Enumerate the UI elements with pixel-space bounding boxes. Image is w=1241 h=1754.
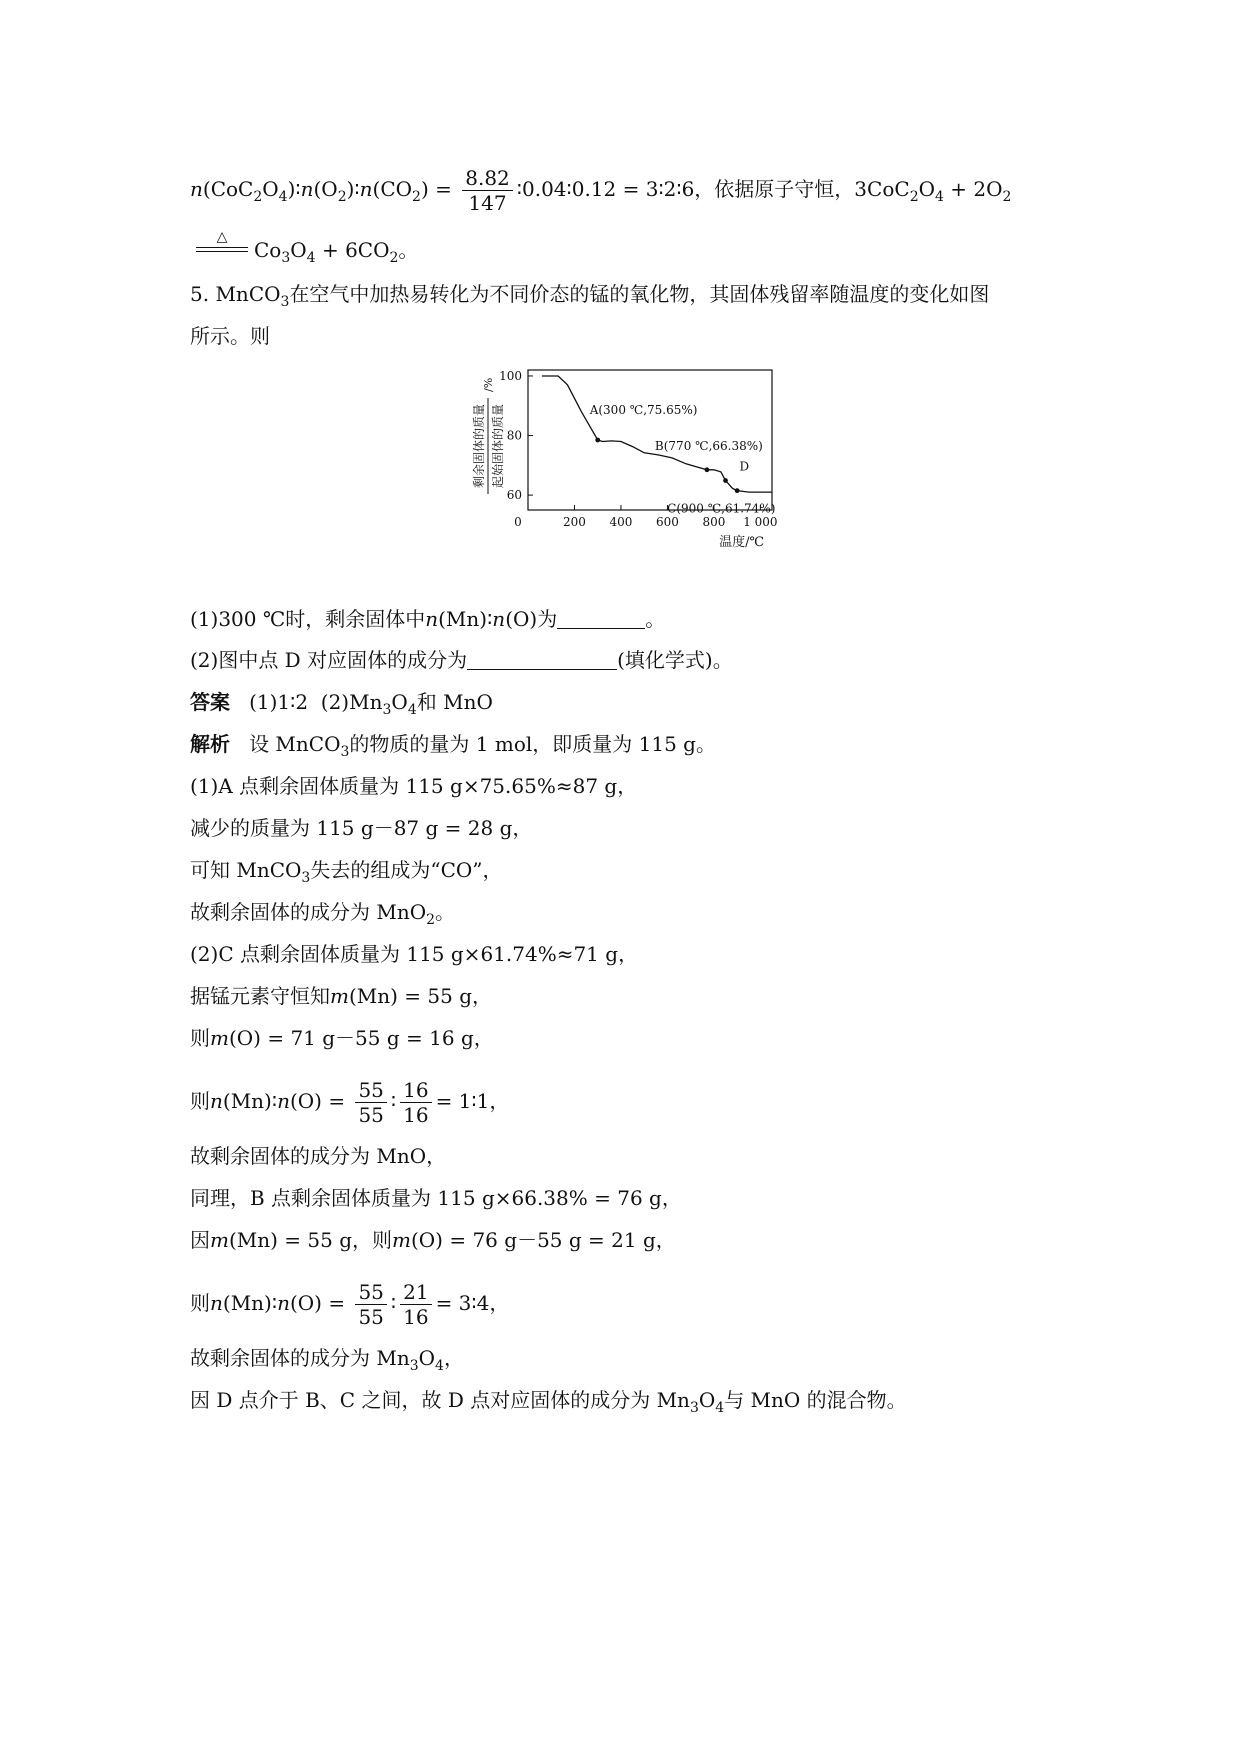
analysis-text: = 1∶1， [435,1089,510,1113]
var-n: n [492,607,506,631]
analysis-text: (O) = 71 g－55 g = 16 g， [228,1026,494,1050]
var-n: n [425,607,439,631]
analysis-text: 与 MnO 的混合物。 [724,1388,907,1412]
y-tick-label: 60 [506,488,522,503]
point-label-a: A(300 ℃,75.65%) [589,403,698,417]
question-number: 5. [190,282,210,306]
analysis-intro [190,730,716,766]
analysis-text: ， [443,1346,464,1370]
fraction-21-16 [400,1280,431,1329]
analysis-text: 设 MnCO [249,732,341,756]
analysis-text: 可知 MnCO [190,858,302,882]
stem-text: MnCO [215,282,281,306]
formula-part: + 2O [943,177,1003,201]
numerator: 16 [400,1078,431,1103]
subscript: 2 [426,912,436,928]
analysis-line-5 [190,940,638,968]
fraction-8.82-147 [462,166,513,215]
analysis-line-2 [190,814,532,842]
var-m: m [210,1026,229,1050]
subscript: 3 [340,744,350,760]
question-stem-line-2 [190,322,270,350]
var-n: n [190,177,203,201]
analysis-line-6 [190,982,492,1010]
formula-part: (O [313,177,338,201]
analysis-text: (Mn)∶ [222,1089,278,1113]
answer-2: (2)Mn [320,690,383,714]
subscript: 4 [435,1358,444,1374]
formula-part: )∶ [287,177,301,201]
point-a [595,438,600,443]
formula-part: O [918,177,936,201]
formula-part: O [262,177,279,201]
analysis-text: (2)C 点剩余固体质量为 115 g×61.74%≈71 g， [190,942,639,966]
subscript: 3 [409,1358,419,1374]
x-tick-label: 200 [563,515,586,529]
subscript: 2 [412,189,421,205]
analysis-line-4 [190,898,455,934]
analysis-text: 故剩余固体的成分为 Mn [190,1346,410,1370]
sub-question-2 [190,646,733,674]
y-tick-label: 100 [499,368,522,383]
denominator: 147 [468,191,507,215]
analysis-text: 则 [190,1026,210,1050]
y-axis-label-numerator: 剩余固体的质量 [472,403,486,489]
formula-part: O [290,238,307,262]
analysis-line-10 [190,1184,682,1212]
analysis-label: 解析 [190,732,230,756]
subscript: 2 [1002,189,1012,205]
x-axis-label: 温度/℃ [719,535,764,550]
analysis-text: 的物质的量为 1 mol，即质量为 115 g。 [349,732,716,756]
numerator: 8.82 [462,166,513,191]
subscript: 2 [389,250,399,266]
analysis-text: (Mn) = 55 g， [348,984,493,1008]
sub-question-1 [190,605,665,633]
answer-2: O [391,690,408,714]
y-axis-label-unit: /% [482,377,495,392]
analysis-text: = 3∶4， [435,1291,510,1315]
answer-line [190,688,493,724]
subscript: 2 [909,189,919,205]
var-m: m [330,984,349,1008]
stem-text: 在空气中加热易转化为不同价态的锰的氧化物，其固体残留率随温度的变化如图 [289,282,990,306]
analysis-text: 则 [190,1291,210,1315]
answer-1: (1)1∶2 [249,690,309,714]
var-m: m [210,1228,229,1252]
point-label-b: B(770 ℃,66.38%) [654,438,763,453]
x-tick-label: 400 [609,515,633,529]
prev-solution-line-2 [196,229,419,272]
var-n: n [210,1291,223,1315]
analysis-text: 则 [190,1089,210,1113]
analysis-line-14 [190,1386,907,1422]
denominator: 16 [403,1305,429,1329]
analysis-text: 因 D 点介于 B、C 之间，故 D 点对应固体的成分为 Mn [190,1388,690,1412]
subscript: 4 [715,1400,725,1416]
ratio-rest: ∶0.04∶0.12 = 3∶2∶6，依据原子守恒，3CoC [516,177,910,201]
formula-part: + 6CO [315,238,390,262]
formula-part: 。 [398,238,419,262]
numerator: 55 [355,1280,386,1305]
heating-condition-sign [196,229,248,259]
denominator: 16 [403,1103,429,1127]
analysis-text: 故剩余固体的成分为 MnO， [190,1144,447,1168]
fraction-55-55 [355,1078,386,1127]
y-axis-label-denominator: 起始固体的质量 [491,403,505,489]
point-b [705,467,710,472]
q1-text: (Mn)∶ [438,607,493,631]
analysis-line-8 [190,1078,509,1127]
analysis-text: 故剩余固体的成分为 MnO [190,900,427,924]
prev-solution-line-1 [190,166,1011,215]
question-stem-line-1 [190,280,989,316]
fraction-16-16 [400,1078,431,1127]
analysis-text: (Mn) = 55 g，则 [228,1228,393,1252]
x-tick-label: 1 000 [743,515,778,529]
var-n: n [210,1089,223,1113]
subscript: 4 [278,189,288,205]
analysis-text: 减少的质量为 115 g－87 g = 28 g， [190,816,533,840]
analysis-text: 。 [435,900,456,924]
numerator: 21 [400,1280,431,1305]
formula-part: )∶ [346,177,360,201]
denominator: 55 [358,1305,384,1329]
formula-part: ) = [420,177,452,201]
analysis-text: O [698,1388,716,1412]
analysis-text: 失去的组成为“CO”， [310,858,503,882]
ratio-sign: ∶ [390,1089,397,1113]
formula-part: Co [254,238,282,262]
answer-label: 答案 [190,690,230,714]
analysis-line-9 [190,1142,446,1170]
var-m: m [392,1228,411,1252]
q1-text: 。 [645,607,666,631]
q2-text: (填化学式)。 [617,648,733,672]
denominator: 55 [358,1103,384,1127]
heat-triangle-icon: △ [216,229,228,245]
point-d [723,478,728,483]
subscript: 3 [301,870,311,886]
var-n: n [277,1291,290,1315]
answer-blank-1[interactable] [557,608,645,629]
subscript: 2 [337,189,347,205]
answer-2: 和 MnO [416,690,493,714]
analysis-text: 因 [190,1228,210,1252]
subscript: 4 [935,189,944,205]
analysis-line-3 [190,856,503,892]
analysis-line-12 [190,1280,509,1329]
q1-text: (O)为 [505,607,558,631]
stem-text: 所示。则 [190,324,270,348]
var-n: n [359,177,373,201]
analysis-text: (O) = 76 g－55 g = 21 g， [410,1228,676,1252]
subscript: 3 [382,702,392,718]
q2-text: (2)图中点 D 对应固体的成分为 [190,648,468,672]
analysis-text: 据锰元素守恒知 [190,984,330,1008]
formula-part: (CoC [202,177,254,201]
subscript: 4 [407,702,417,718]
analysis-text: (1)A 点剩余固体质量为 115 g×75.65%≈87 g， [190,774,638,798]
point-label-c: C(900 ℃,61.74%) [667,501,776,516]
residue-rate-chart [430,360,830,590]
analysis-line-7 [190,1024,494,1052]
subscript: 3 [280,294,290,310]
analysis-text: (O) = [289,1291,346,1315]
point-label-d: D [739,459,750,474]
analysis-line-13 [190,1344,464,1380]
analysis-line-1 [190,772,637,800]
x-tick-label: 600 [655,515,679,529]
x-tick-label: 800 [702,515,726,529]
numerator: 55 [355,1078,386,1103]
ratio-sign: ∶ [390,1291,397,1315]
analysis-text: O [418,1346,436,1370]
var-n: n [277,1089,290,1113]
analysis-text: 同理，B 点剩余固体质量为 115 g×66.38% = 76 g， [190,1186,682,1210]
formula-part: (CO [372,177,413,201]
analysis-text: (Mn)∶ [222,1291,278,1315]
answer-blank-2[interactable] [467,649,617,670]
x-tick-label: 0 [514,515,522,529]
analysis-line-11 [190,1226,676,1254]
fraction-55-55 [355,1280,386,1329]
subscript: 2 [253,189,263,205]
var-n: n [300,177,314,201]
analysis-text: (O) = [289,1089,346,1113]
q1-text: (1)300 ℃时，剩余固体中 [190,607,426,631]
subscript: 3 [689,1400,699,1416]
y-tick-label: 80 [506,428,522,443]
series-line [542,376,772,492]
subscript: 4 [306,250,316,266]
point-c [735,488,740,493]
subscript: 3 [281,250,291,266]
